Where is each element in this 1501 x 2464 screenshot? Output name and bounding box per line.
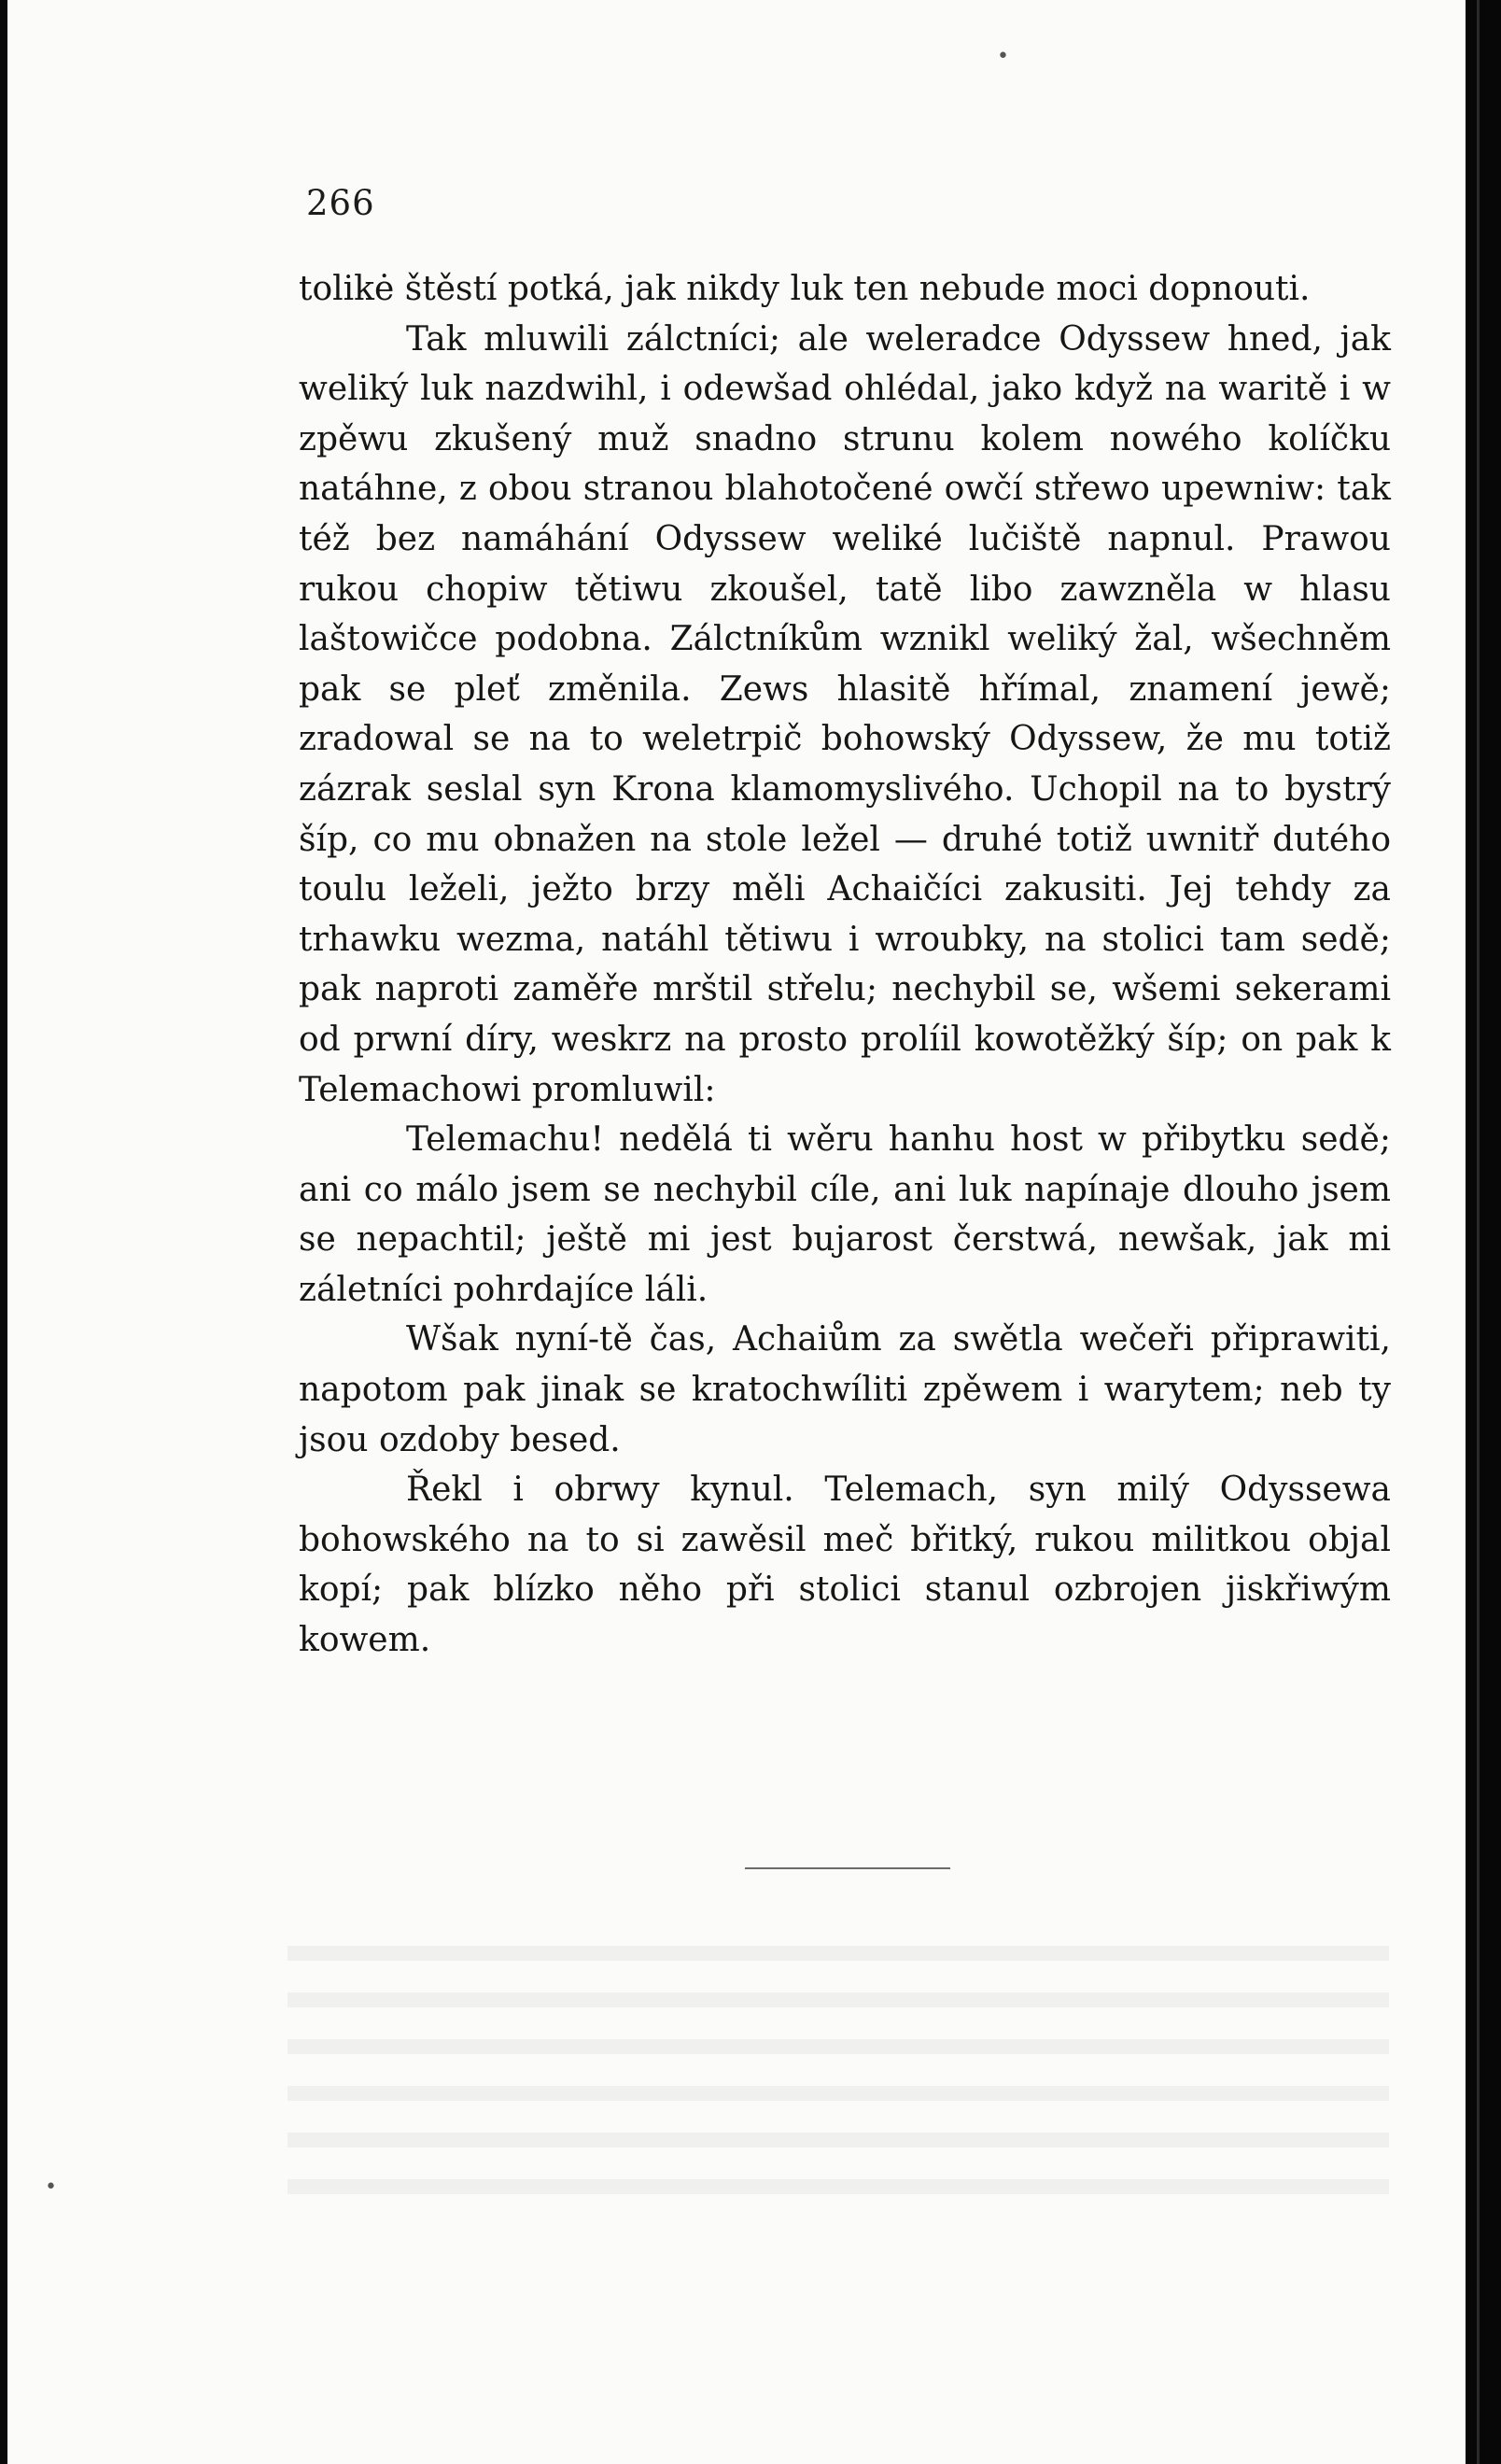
- show-through-texture: [288, 1914, 1389, 2194]
- paragraph-3: Telemachu! nedělá ti wěru hanhu host w přibytku sedě; ani co málo jsem se nechybil cíle, ani luk napínaje dlouho jsem se nepachtil; ještě mi jest bujarost čerstwá, newšak, jak mi záletníci pohrdajíce láli.: [299, 1120, 1391, 1309]
- paragraph-5: Řekl i obrwy kynul. Telemach, syn milý Odyssewa bohowského na to si zawěsil meč břitký, rukou militkou objal kopí; pak blízko něho při stolici stanul ozbrojen jiskřiwým kowem.: [299, 1471, 1391, 1660]
- scan-edge-line: [1477, 0, 1480, 2464]
- end-rule: [745, 1867, 950, 1869]
- speck-mark: •: [997, 45, 1009, 68]
- scan-edge: [1466, 0, 1501, 2464]
- speck-mark: •: [45, 2175, 57, 2199]
- paragraph-4: Wšak nyní-tě čas, Achaiům za swětla wečeři připrawiti, napotom pak jinak se kratochwíliti zpěwem i warytem; neb ty jsou ozdoby besed.: [299, 1320, 1391, 1459]
- book-page: [7, 0, 1466, 2464]
- paragraph-2: Tak mluwili zálctníci; ale weleradce Odyssew hned, jak weliký luk nazdwihl, i odewšad ohlédal, jako když na waritě i w zpěwu zkušený muž snadno strunu kolem nowého kolíčku natáhne, z obou stranou blahotočené owčí střewo upewniw: tak též bez namáhání Odyssew weliké lučiště napnul. Prawou rukou chopiw tětiwu zkoušel, tatě libo zawzněla w hlasu laštowičce podobna. Zálctníkům wznikl weliký žal, wšechněm pak se pleť změnila. Zews hlasitě hřímal, znamení jewě; zradowal se na to weletrpič bohowský Odyssew, že mu totiž zázrak seslal syn Krona klamomyslivého. Uchopil na to bystrý šíp, co mu obnažen na stole ležel — druhé totiž uwnitř dutého toulu leželi, ježto brzy měli Achaičíci zakusiti. Jej tehdy za trhawku wezma, natáhl tětiwu i wroubky, na stolici tam sedě; pak naproti zaměře mrštil střelu; nechybil se, wšemi sekerami od prwní díry, weskrz na prosto prolíil kowotěžký šíp; on pak k Telemachowi promluwil:: [299, 319, 1391, 1109]
- body-text: [299, 264, 1391, 1666]
- page-number: 266: [306, 183, 375, 223]
- paragraph-1: tolikė štěstí potká, jak nikdy luk ten nebude moci dopnouti.: [299, 270, 1311, 308]
